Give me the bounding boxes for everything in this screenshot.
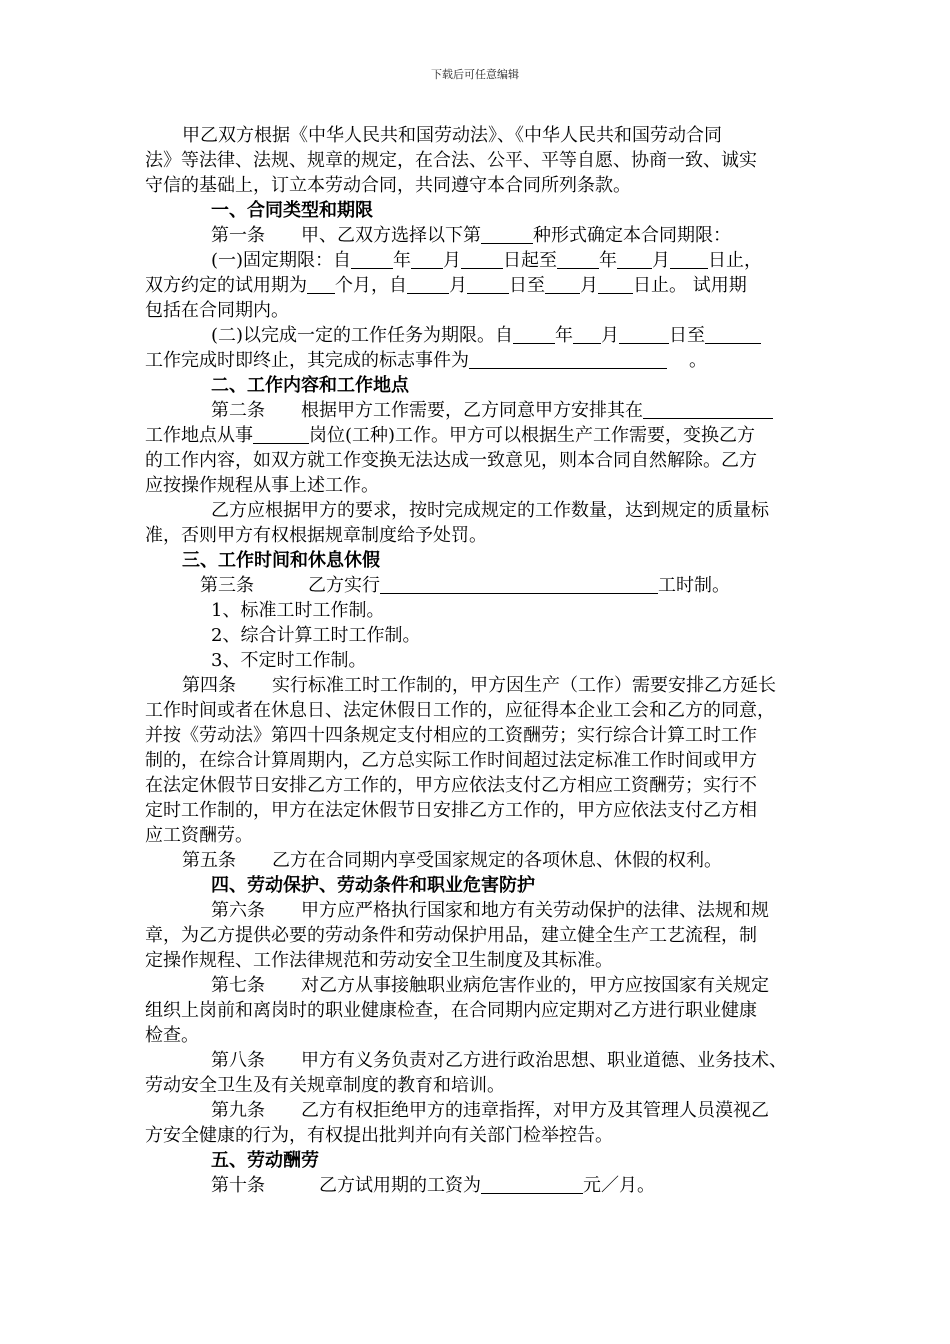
- task-term-line: (二)以完成一定的工作任务为期限。自 年 月 日至: [145, 323, 825, 348]
- section-heading: 四、劳动保护、劳动条件和职业危害防护: [211, 875, 535, 896]
- article-1: 第一条 甲、乙双方选择以下第 种形式确定本合同期限：: [211, 225, 731, 246]
- article-6-line: 定操作规程、工作法律规范和劳动安全卫生制度及其标准。: [145, 950, 613, 971]
- section-heading: 二、工作内容和工作地点: [211, 375, 409, 396]
- article-2-para: 乙方应根据甲方的要求，按时完成规定的工作数量，达到规定的质量标: [211, 500, 769, 521]
- fixed-term-line: (一)固定期限：自 年 月 日起至 年 月 日止，: [211, 250, 763, 271]
- article-7-line: 检查。: [145, 1025, 199, 1046]
- task-end-line: 工作完成时即终止，其完成的标志事件为 。: [145, 350, 707, 371]
- section-heading: 三、工作时间和休息休假: [182, 550, 380, 571]
- header-note: 下载后可任意编辑: [431, 68, 519, 81]
- position-blank[interactable]: [253, 425, 309, 444]
- end-day-blank[interactable]: [670, 250, 708, 269]
- task-day-blank[interactable]: [619, 325, 669, 344]
- section-heading: 一、合同类型和期限: [211, 200, 373, 221]
- contract-body: [145, 123, 825, 1198]
- end-month-blank[interactable]: [617, 250, 652, 269]
- form-choice-blank[interactable]: [481, 225, 533, 244]
- article-4-line: 在法定休假节日安排乙方工作的，甲方应依法支付乙方相应工资酬劳；实行不: [145, 775, 757, 796]
- article-4-line: 定时工作制的，甲方在法定休假节日安排乙方工作的，甲方应依法支付乙方相: [145, 800, 757, 821]
- hours-option: 2、综合计算工时工作制。: [211, 625, 421, 646]
- article-9: 第九条 乙方有权拒绝甲方的违章指挥，对甲方及其管理人员漠视乙: [211, 1100, 769, 1121]
- start-day-blank[interactable]: [461, 250, 503, 269]
- article-2-line: 应按操作规程从事上述工作。: [145, 475, 379, 496]
- task-end-blank[interactable]: [705, 325, 761, 344]
- intro-line: 甲乙双方根据《中华人民共和国劳动法》、《中华人民共和国劳动合同: [182, 125, 722, 146]
- article-4-line: 并按《劳动法》第四十四条规定支付相应的工资酬劳；实行综合计算工时工作: [145, 725, 757, 746]
- article-7-line: 组织上岗前和离岗时的职业健康检查，在合同期内应定期对乙方进行职业健康: [145, 1000, 757, 1021]
- article-2: 第二条 根据甲方工作需要，乙方同意甲方安排其在: [145, 398, 825, 423]
- article-8: 第八条 甲方有义务负责对乙方进行政治思想、职业道德、业务技术、: [211, 1050, 787, 1071]
- workplace-blank[interactable]: [643, 400, 773, 419]
- article-2-line: 工作地点从事 岗位(工种)工作。甲方可以根据生产工作需要，变换乙方: [145, 425, 756, 446]
- hours-option: 3、不定时工作制。: [211, 650, 367, 671]
- probation-note: 包括在合同期内。: [145, 300, 289, 321]
- intro-line: 法》等法律、法规、规章的规定，在合法、公平、平等自愿、协商一致、诚实: [145, 150, 757, 171]
- probation-end-day-blank[interactable]: [598, 275, 633, 294]
- probation-start-month-blank[interactable]: [407, 275, 449, 294]
- article-2-para: 准，否则甲方有权根据规章制度给予处罚。: [145, 525, 487, 546]
- article-4-line: 制的，在综合计算周期内，乙方总实际工作时间超过法定标准工作时间或甲方: [145, 750, 757, 771]
- article-6: 第六条 甲方应严格执行国家和地方有关劳动保护的法律、法规和规: [211, 900, 769, 921]
- article-7: 第七条 对乙方从事接触职业病危害作业的，甲方应按国家有关规定: [211, 975, 769, 996]
- section-heading: 五、劳动酬劳: [211, 1150, 319, 1171]
- probation-start-day-blank[interactable]: [467, 275, 509, 294]
- article-9-line: 方安全健康的行为，有权提出批判并向有关部门检举控告。: [145, 1125, 613, 1146]
- article-4-line: 工作时间或者在休息日、法定休假日工作的，应征得本企业工会和乙方的同意，: [145, 700, 775, 721]
- article-3: 第三条 乙方实行 工时制。: [200, 575, 730, 596]
- probation-line: 双方约定的试用期为 个月，自 月 日至 月 日止。 试用期: [145, 275, 747, 296]
- probation-end-month-blank[interactable]: [545, 275, 580, 294]
- article-4: 第四条 实行标准工时工作制的，甲方因生产（工作）需要安排乙方延长: [182, 675, 776, 696]
- start-month-blank[interactable]: [411, 250, 443, 269]
- task-month-blank[interactable]: [573, 325, 601, 344]
- article-6-line: 章，为乙方提供必要的劳动条件和劳动保护用品，建立健全生产工艺流程，制: [145, 925, 757, 946]
- hours-option: 1、标准工时工作制。: [211, 600, 385, 621]
- task-year-blank[interactable]: [513, 325, 555, 344]
- article-8-line: 劳动安全卫生及有关规章制度的教育和培训。: [145, 1075, 505, 1096]
- completion-event-blank[interactable]: [469, 350, 667, 369]
- article-2-line: 的工作内容，如双方就工作变换无法达成一致意见，则本合同自然解除。乙方: [145, 450, 757, 471]
- probation-months-blank[interactable]: [307, 275, 335, 294]
- article-4-line: 应工资酬劳。: [145, 825, 253, 846]
- probation-salary-blank[interactable]: [481, 1175, 583, 1194]
- intro-line: 守信的基础上，订立本劳动合同，共同遵守本合同所列条款。: [145, 175, 631, 196]
- start-year-blank[interactable]: [351, 250, 393, 269]
- article-10: 第十条 乙方试用期的工资为 元／月。: [211, 1175, 655, 1196]
- work-hours-system-blank[interactable]: [380, 575, 658, 594]
- end-year-blank[interactable]: [557, 250, 599, 269]
- article-5: 第五条 乙方在合同期内享受国家规定的各项休息、休假的权利。: [182, 850, 722, 871]
